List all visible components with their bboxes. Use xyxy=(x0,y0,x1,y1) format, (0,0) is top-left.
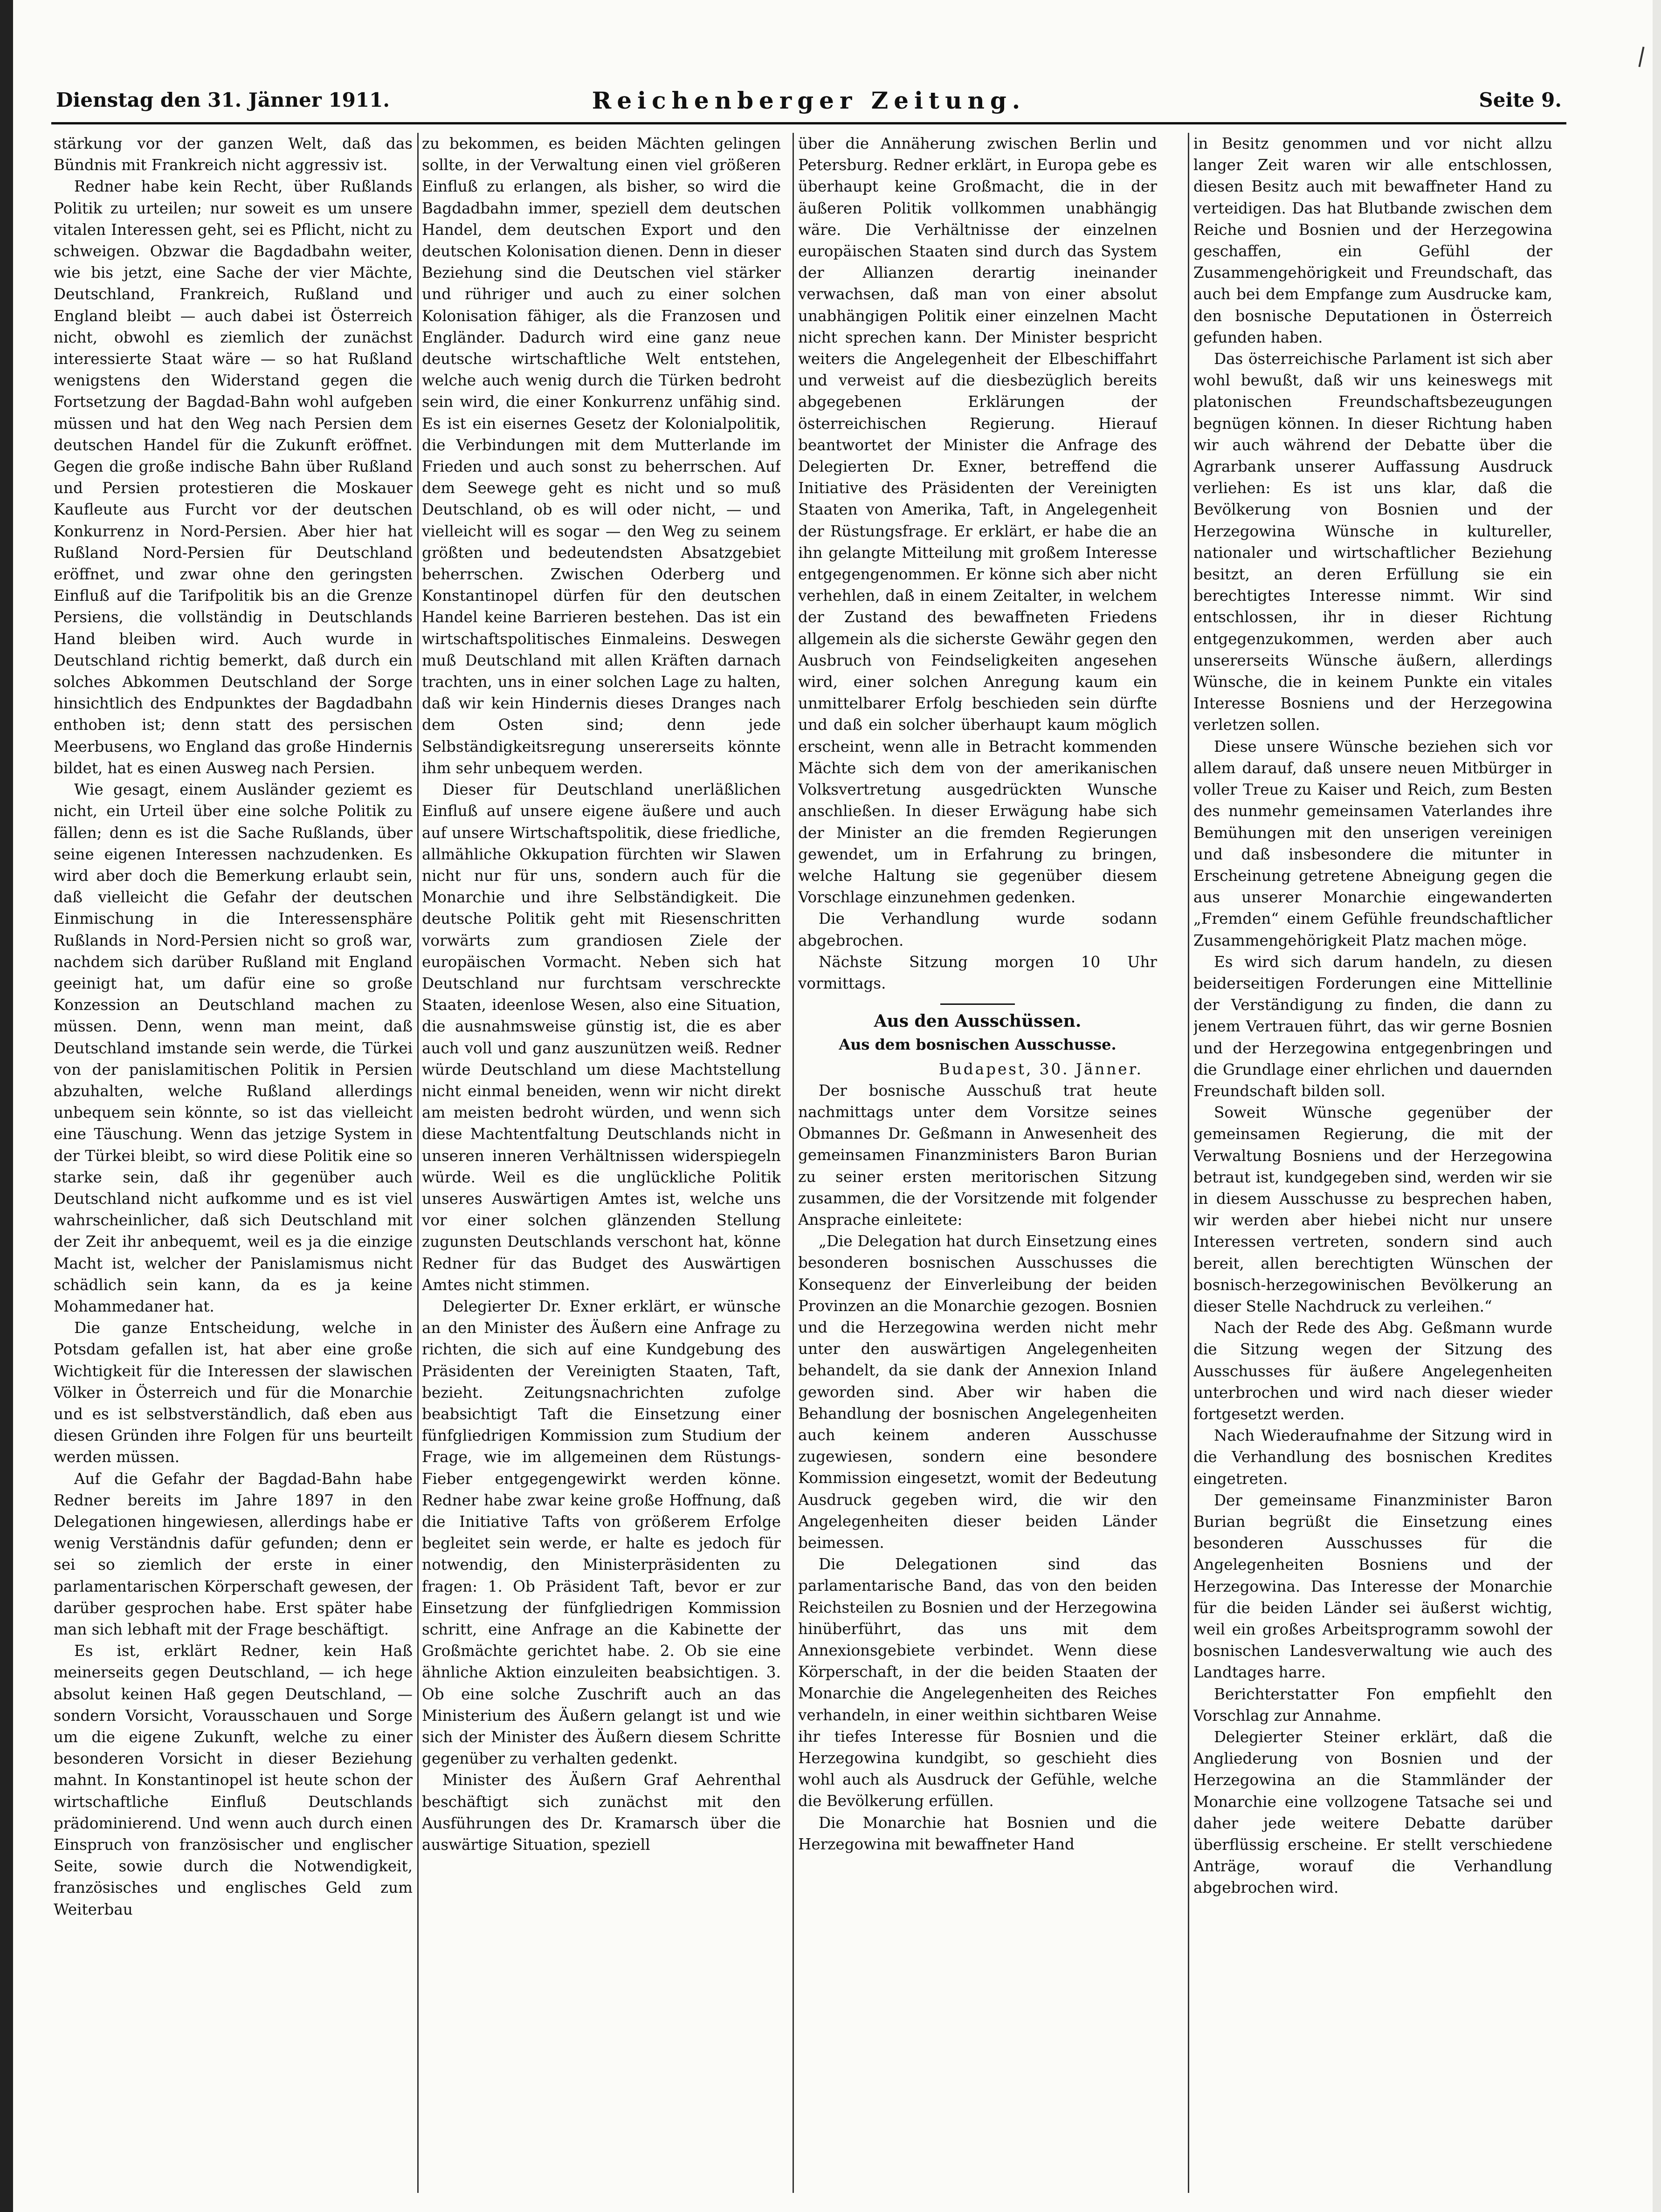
column-2 xyxy=(422,133,781,2193)
page-edge-right xyxy=(1653,0,1661,2212)
paragraph: „Die Delegation hat durch Einsetzung eines besonderen bosnischen Ausschusses die Konsequenz der Einverleibung der beiden Provinzen an die Monarchie gezogen. Bosnien und die Herzegowina werden nicht mehr unter den auswärtigen Angelegenheiten behandelt, da sie dank der Annexion Inland geworden sind. Aber wir haben die Behandlung der bosnischen Angelegenheiten auch keinem anderen Ausschusse zugewiesen, sondern eine besondere Kommission eingesetzt, womit der Bedeutung Ausdruck gegeben wird, die wir den Angelegenheiten dieser beiden Länder beimessen. xyxy=(798,1232,1157,1552)
masthead: Reichenberger Zeitung. xyxy=(592,87,1026,114)
paragraph: Dieser für Deutschland unerläßlichen Einfluß auf unsere eigene äußere und auch auf unsere Wirtschaftspolitik, diese friedliche, allmähliche Okkupation fürchten wir Slawen nicht nur für uns, sondern auch für die Monarchie und ihre Selbständigkeit. Die deutsche Politik geht mit Riesenschritten vorwärts zum grandiosen Ziele der europäischen Vormacht. Neben sich hat Deutschland nur furchtsam verschreckte Staaten, ideenlose Wesen, also eine Situation, die ausnahmsweise günstig ist, die es aber auch voll und ganz auszunützen weiß. Redner würde Deutschland um diese Machtstellung nicht einmal beneiden, wenn wir nicht direkt am meisten bedroht würden, und wenn sich diese Machtentfaltung Deutschlands nicht in unseren inneren Verhältnissen widerspiegeln würde. Weil es die unglückliche Politik unseres Auswärtigen Amtes ist, welche uns vor einer solchen glänzenden Stellung zugunsten Deutschlands verschont hat, könne Redner für das Budget des Auswärtigen Amtes nicht stimmen. xyxy=(422,781,781,1294)
paragraph: Das österreichische Parlament ist sich aber wohl bewußt, daß wir uns keineswegs mit platonischen Freundschaftsbezeugungen begnügen können. In dieser Richtung haben wir auch während der Debatte über die Agrarbank unserer Auffassung Ausdruck verliehen: Es ist uns klar, daß die Bevölkerung von Bosnien und der Herzegowina Wünsche in kultureller, nationaler und wirtschaftlicher Beziehung besitzt, an deren Erfüllung sie ein berechtigtes Interesse nimmt. Wir sind entschlossen, ihr in dieser Richtung entgegenzukommen, werden aber auch unsererseits Wünsche äußern, allerdings Wünsche, die in keinem Punkte ein vitales Interesse Bosniens und der Herzegowina verletzen sollen. xyxy=(1193,350,1552,734)
paragraph: Delegierter Dr. Exner erklärt, er wünsche an den Minister des Äußern eine Anfrage zu richten, die sich auf eine Kundgebung des Präsidenten der Vereinigten Staaten, Taft, bezieht. Zeitungsnachrichten zufolge beabsichtigt Taft die Einsetzung einer fünfgliedrigen Kommission zum Studium der Frage, wie im allgemeinen dem Rüstungs-Fieber entgegengewirkt werden könne. Redner habe zwar keine große Hoffnung, daß die Initiative Tafts von größerem Erfolge begleitet sein werde, er halte es jedoch für notwendig, den Ministerpräsidenten zu fragen: 1. Ob Präsident Taft, bevor er zur Einsetzung der fünfgliedrigen Kommission schritt, eine Anfrage an die Kabinette der Großmächte gerichtet habe. 2. Ob sie eine ähnliche Aktion einzuleiten beabsichtigen. 3. Ob eine solche Zuschrift auch an das Ministerium des Äußern gelangt ist und wie sich der Minister des Äußern diesem Schritte gegenüber zu verhalten gedenkt. xyxy=(422,1297,781,1768)
header-rule xyxy=(51,122,1566,124)
paragraph: Die ganze Entscheidung, welche in Potsdam gefallen ist, hat aber eine große Wichtigkeit für die Interessen der slawischen Völker in Österreich und für die Monarchie und es ist selbstverständlich, daß eben aus diesen Gründen ihre Folgen für uns beurteilt werden müssen. xyxy=(54,1319,413,1466)
column-divider xyxy=(417,133,419,2193)
section-rule xyxy=(940,1003,1015,1005)
paragraph: Delegierter Steiner erklärt, daß die Angliederung von Bosnien und der Herzegowina an die Stammländer der Monarchie eine vollzogene Tatsache sei und daher jede weitere Debatte darüber überflüssig erscheine. Er stellt verschiedene Anträge, worauf die Verhandlung abgebrochen wird. xyxy=(1193,1728,1552,1897)
paragraph: Auf die Gefahr der Bagdad-Bahn habe Redner bereits im Jahre 1897 in den Delegationen hingewiesen, allerdings habe er wenig Verständnis dafür gefunden; denn er sei so ziemlich der erste in einer parlamentarischen Körperschaft gewesen, der darüber gesprochen habe. Erst später habe man sich lebhaft mit der Frage beschäftigt. xyxy=(54,1470,413,1639)
paragraph: Soweit Wünsche gegenüber der gemeinsamen Regierung, die mit der Verwaltung Bosniens und der Herzegowina betraut ist, kundgegeben sind, werden wir sie in diesem Ausschusse zu besprechen haben, wir werden aber hiebei nicht nur unsere Interessen vertreten, sondern sind auch bereit, allen berechtigten Wünschen der bosnisch-herzegowinischen Bevölkerung an dieser Stelle Nachdruck zu verleihen.“ xyxy=(1193,1104,1552,1315)
paragraph: Die Verhandlung wurde sodann abgebrochen. xyxy=(798,910,1157,949)
dateline: Budapest, 30. Jänner. xyxy=(938,1060,1143,1078)
paragraph: Die Monarchie hat Bosnien und die Herzegowina mit bewaffneter Hand xyxy=(798,1814,1157,1853)
paragraph: über die Annäherung zwischen Berlin und Petersburg. Redner erklärt, in Europa gebe es überhaupt keine Großmacht, die in der äußeren Politik vollkommen unabhängig wäre. Die Verhältnisse der einzelnen europäischen Staaten sind durch das System der Allianzen derartig ineinander verwachsen, daß man von einer absolut unabhängigen Politik einer einzelnen Macht nicht sprechen kann. Der Minister bespricht weiters die Angelegenheit der Elbeschiffahrt und verweist auf die diesbezüglich bereits abgegebenen Erklärungen der österreichischen Regierung. Hierauf beantwortet der Minister die Anfrage des Delegierten Dr. Exner, betreffend die Initiative des Präsidenten der Vereinigten Staaten von Amerika, Taft, in Angelegenheit der Rüstungsfrage. Er erklärt, er habe die an ihn gelangte Mitteilung mit großem Interesse entgegengenommen. Er könne sich aber nicht verhehlen, daß in einem Zeitalter, in welchem der Zustand des bewaffneten Friedens allgemein als die sicherste Gewähr gegen den Ausbruch von Feindseligkeiten angesehen wird, einer solchen Anregung kaum ein unmittelbarer Erfolg beschieden sein dürfte und daß ein solcher überhaupt kaum möglich erscheint, wenn alle in Betracht kommenden Mächte sich dem von der amerikanischen Volksvertretung ausgedrückten Wunsche anschließen. In dieser Erwägung habe sich der Minister an die fremden Regierungen gewendet, um in Erfahrung zu bringen, welche Haltung sie gegenüber diesem Vorschlage einzunehmen gedenken. xyxy=(798,135,1157,907)
paragraph: Nach Wiederaufnahme der Sitzung wird in die Verhandlung des bosnischen Kredites eingetreten. xyxy=(1193,1427,1552,1488)
paragraph: in Besitz genommen und vor nicht allzu langer Zeit waren wir alle entschlossen, diesen Besitz auch mit bewaffneter Hand zu verteidigen. Das hat Blutbande zwischen dem Reiche und Bosnien und der Herzegowina geschaffen, ein Gefühl der Zusammengehörigkeit und Freundschaft, das auch bei dem Empfange zum Ausdrucke kam, den bosnische Deputationen in Österreich gefunden haben. xyxy=(1193,135,1552,346)
page-number: Seite 9. xyxy=(1479,89,1562,111)
margin-mark xyxy=(1638,47,1644,67)
paragraph: Die Delegationen sind das parlamentarische Band, das von den beiden Reichsteilen zu Bosnien und der Herzegowina hinüberführt, das uns mit dem Annexionsgebiete verbindet. Wenn diese Körperschaft, in der die beiden Staaten der Monarchie die Angelegenheiten des Reiches verhandeln, in einer weithin sichtbaren Weise ihr tiefes Interesse für Bosnien und die Herzegowina kundgibt, so geschieht dies wohl auch als Ausdruck der Gefühle, welche die Bevölkerung erfüllen. xyxy=(798,1555,1157,1810)
paragraph: Der bosnische Ausschuß trat heute nachmittags unter dem Vorsitze seines Obmannes Dr. Geßmann in Anwesenheit des gemeinsamen Finanzministers Baron Burian zu seiner ersten meritorischen Sitzung zusammen, die der Vorsitzende mit folgender Ansprache einleitete: xyxy=(798,1081,1157,1229)
column-4 xyxy=(1193,133,1552,2193)
section-title: Aus den Ausschüssen. xyxy=(874,1011,1082,1031)
paragraph: Der gemeinsame Finanzminister Baron Burian begrüßt die Einsetzung eines besonderen Ausschusses für die Angelegenheiten Bosniens und der Herzegowina. Das Interesse der Monarchie für die beiden Länder sei äußerst wichtig, weil ein großes Arbeitsprogramm sowohl der bosnischen Landesverwaltung wie auch des Landtages harre. xyxy=(1193,1491,1552,1682)
paragraph: Diese unsere Wünsche beziehen sich vor allem darauf, daß unsere neuen Mitbürger in voller Treue zu Kaiser und Reich, zum Besten des nunmehr gemeinsamen Vaterlandes ihre Bemühungen mit den unserigen vereinigen und daß insbesondere die mitunter in Erscheinung getretene Abneigung gegen die aus unserer Monarchie eingewanderten „Fremden“ einem Gefühle freundschaftlicher Zusammengehörigkeit Platz machen möge. xyxy=(1193,737,1552,949)
paragraph: Nach der Rede des Abg. Geßmann wurde die Sitzung wegen der Sitzung des Ausschusses für äußere Angelegenheiten unterbrochen und wird nach dieser wieder fortgesetzt werden. xyxy=(1193,1319,1552,1423)
section-subtitle: Aus dem bosnischen Ausschusse. xyxy=(839,1036,1117,1054)
column-divider xyxy=(1188,133,1189,2193)
column-1 xyxy=(54,133,413,2193)
page-edge-left xyxy=(0,0,13,2212)
paragraph: zu bekommen, es beiden Mächten gelingen sollte, in der Verwaltung einen viel größeren Einfluß zu erlangen, als bisher, so wird die Bagdadbahn immer, speziell dem deutschen Handel, dem deutschen Export und den deutschen Kolonisation dienen. Denn in dieser Beziehung sind die Deutschen viel stärker und rühriger und auch zu einer solchen Kolonisation fähiger, als die Franzosen und Engländer. Dadurch wird eine ganz neue deutsche wirtschaftliche Welt entstehen, welche auch wenig durch die Türken bedroht sein wird, die einer Konkurrenz unfähig sind. Es ist ein eisernes Gesetz der Kolonialpolitik, die Verbindungen mit dem Mutterlande im Frieden und auch sonst zu beherrschen. Auf dem Seewege geht es nicht und so muß Deutschland, ob es will oder nicht, — und vielleicht will es sogar — den Weg zu seinem größten und bedeutendsten Absatzgebiet beherrschen. Zwischen Oderberg und Konstantinopel dürfen für den deutschen Handel keine Barrieren bestehen. Das ist ein wirtschaftspolitisches Einmaleins. Deswegen muß Deutschland mit allen Kräften darnach trachten, uns in einer solchen Lage zu halten, daß wir kein Hindernis dieses Dranges nach dem Osten sind; denn jede Selbständigkeitsregung unsererseits könnte ihm sehr unbequem werden. xyxy=(422,135,781,777)
paragraph: stärkung vor der ganzen Welt, daß das Bündnis mit Frankreich nicht aggressiv ist. xyxy=(54,135,413,174)
paragraph: Wie gesagt, einem Ausländer geziemt es nicht, ein Urteil über eine solche Politik zu fällen; denn es ist die Sache Rußlands, über seine eigenen Interessen nachzudenken. Es wird aber doch die Bemerkung erlaubt sein, daß vielleicht die Gefahr der deutschen Einmischung in die Interessensphäre Rußlands in Nord-Persien nicht so groß war, nachdem sich darüber Rußland mit England geeinigt hat, um dafür eine so große Konzession an Deutschland machen zu müssen. Denn, wenn man meint, daß Deutschland imstande sein werde, die Türkei von der panislamitischen Politik in Persien abzuhalten, welche Rußland allerdings unbequem sein könnte, so ist das vielleicht eine Täuschung. Wenn das jetzige System in der Türkei bleibt, so wird diese Politik eine so starke sein, daß ihr gegenüber auch Deutschland nicht aufkomme und es ist viel wahrscheinlicher, daß sich Deutschland mit der Zeit ihr anbequemt, weil es ja die einzige Macht ist, welcher der Panislamismus nicht schädlich sein kann, da es ja keine Mohammedaner hat. xyxy=(54,781,413,1315)
paragraph: Minister des Äußern Graf Aehrenthal beschäftigt sich zunächst mit den Ausführungen des Dr. Kramarsch über die auswärtige Situation, speziell xyxy=(422,1771,781,1854)
paragraph: Es ist, erklärt Redner, kein Haß meinerseits gegen Deutschland, — ich hege absolut keinen Haß gegen Deutschland, — sondern Vorsicht, Vorausschauen und Sorge um die eigene Zukunft, welche zu einer besonderen Vorsicht in dieser Beziehung mahnt. In Konstantinopel ist heute schon der wirtschaftliche Einfluß Deutschlands prädominierend. Und wenn auch durch einen Einspruch von französischer und englischer Seite, sowie durch die Notwendigkeit, französisches und englisches Geld zum Weiterbau xyxy=(54,1642,413,1918)
page-header xyxy=(56,84,1562,126)
paragraph: Redner habe kein Recht, über Rußlands Politik zu urteilen; nur soweit es um unsere vitalen Interessen geht, sei es Pflicht, nicht zu schweigen. Obzwar die Bagdadbahn weiter, wie bis jetzt, eine Sache der vier Mächte, Deutschland, Frankreich, Rußland und England bleibt — auch dabei ist Österreich nicht, obwohl es ziemlich der zunächst interessierte Staat wäre — so hat Rußland wenigstens den Widerstand gegen die Fortsetzung der Bagdad-Bahn wohl aufgeben müssen und hat den Weg nach Persien dem deutschen Handel für die Zukunft eröffnet. Gegen die große indische Bahn über Rußland und Persien protestieren die Moskauer Kaufleute aus Furcht vor der deutschen Konkurrenz in Nord-Persien. Aber hier hat Rußland Nord-Persien für Deutschland eröffnet, und zwar ohne den geringsten Einfluß auf die Tarifpolitik bis an die Grenze Persiens, die vollständig in Deutschlands Hand bleiben wird. Auch wurde in Deutschland richtig bemerkt, daß durch ein solches Abkommen Deutschland der Sorge hinsichtlich des Endpunktes der Bagdadbahn enthoben ist; denn statt des persischen Meerbusens, wo England das große Hindernis bildet, hat es einen Ausweg nach Persien. xyxy=(54,178,413,777)
column-divider xyxy=(793,133,794,2193)
column-3 xyxy=(798,133,1157,2193)
paragraph: Berichterstatter Fon empfiehlt den Vorschlag zur Annahme. xyxy=(1193,1685,1552,1724)
paragraph: Nächste Sitzung morgen 10 Uhr vormittags. xyxy=(798,953,1157,992)
header-date: Dienstag den 31. Jänner 1911. xyxy=(56,89,390,111)
paragraph: Es wird sich darum handeln, zu diesen beiderseitigen Forderungen eine Mittellinie der Verständigung zu finden, die dann zu jenem Vertrauen führt, das wir gerne Bosnien und der Herzegowina entgegenbringen und die Grundlage einer ehrlichen und dauernden Freundschaft bilden soll. xyxy=(1193,953,1552,1100)
